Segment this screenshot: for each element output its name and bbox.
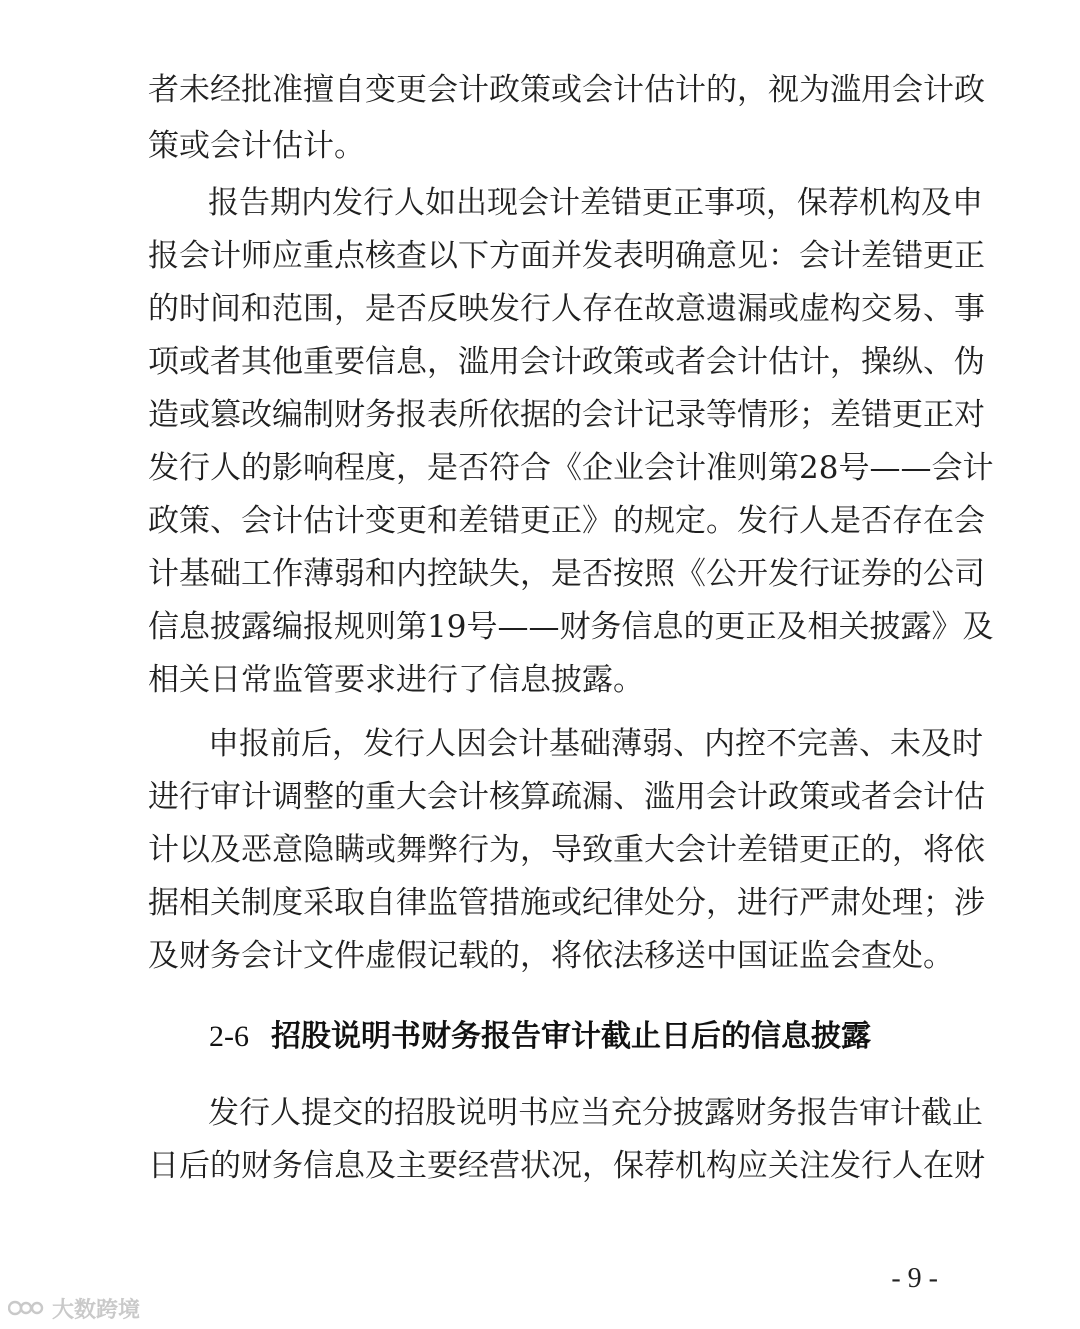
text-line: 日后的财务信息及主要经营状况，保荐机构应关注发行人在财 (148, 1148, 985, 1184)
text-line: 的时间和范围，是否反映发行人存在故意遗漏或虚构交易、事 (148, 291, 985, 327)
text-line: 政策、会计估计变更和差错更正》的规定。发行人是否存在会 (148, 503, 985, 539)
text-line: 据相关制度采取自律监管措施或纪律处分，进行严肃处理；涉 (148, 885, 985, 921)
text-line: 及财务会计文件虚假记载的，将依法移送中国证监会查处。 (148, 938, 954, 974)
text-line: 计以及恶意隐瞒或舞弊行为，导致重大会计差错更正的，将依 (148, 832, 985, 868)
text-line: 报会计师应重点核查以下方面并发表明确意见：会计差错更正 (148, 238, 985, 274)
section-heading (0, 1012, 1080, 1062)
section-number: 2-6 (209, 1020, 249, 1053)
watermark-logo-icon (8, 1296, 46, 1320)
text-line: 相关日常监管要求进行了信息披露。 (148, 662, 644, 698)
section-title: 招股说明书财务报告审计截止日后的信息披露 (271, 1019, 871, 1054)
text-line: 计基础工作薄弱和内控缺失，是否按照《公开发行证券的公司 (148, 556, 985, 592)
watermark-text: 大数跨境 (52, 1297, 141, 1323)
page-number: - 9 - (891, 1263, 938, 1294)
text-line: 申报前后，发行人因会计基础薄弱、内控不完善、未及时 (208, 726, 983, 762)
text-line: 进行审计调整的重大会计核算疏漏、滥用会计政策或者会计估 (148, 779, 985, 815)
text-line: 信息披露编报规则第19号——财务信息的更正及相关披露》及 (148, 609, 994, 645)
text-line: 发行人的影响程度，是否符合《企业会计准则第28号——会计 (148, 450, 994, 486)
text-line: 报告期内发行人如出现会计差错更正事项，保荐机构及申 (208, 185, 983, 221)
watermark (8, 1293, 140, 1323)
text-line: 策或会计估计。 (148, 128, 365, 164)
text-line: 项或者其他重要信息，滥用会计政策或者会计估计，操纵、伪 (148, 344, 985, 380)
text-line: 者未经批准擅自变更会计政策或会计估计的，视为滥用会计政 (148, 72, 985, 108)
text-line: 造或篡改编制财务报表所依据的会计记录等情形；差错更正对 (148, 397, 985, 433)
text-line: 发行人提交的招股说明书应当充分披露财务报告审计截止 (208, 1095, 983, 1131)
